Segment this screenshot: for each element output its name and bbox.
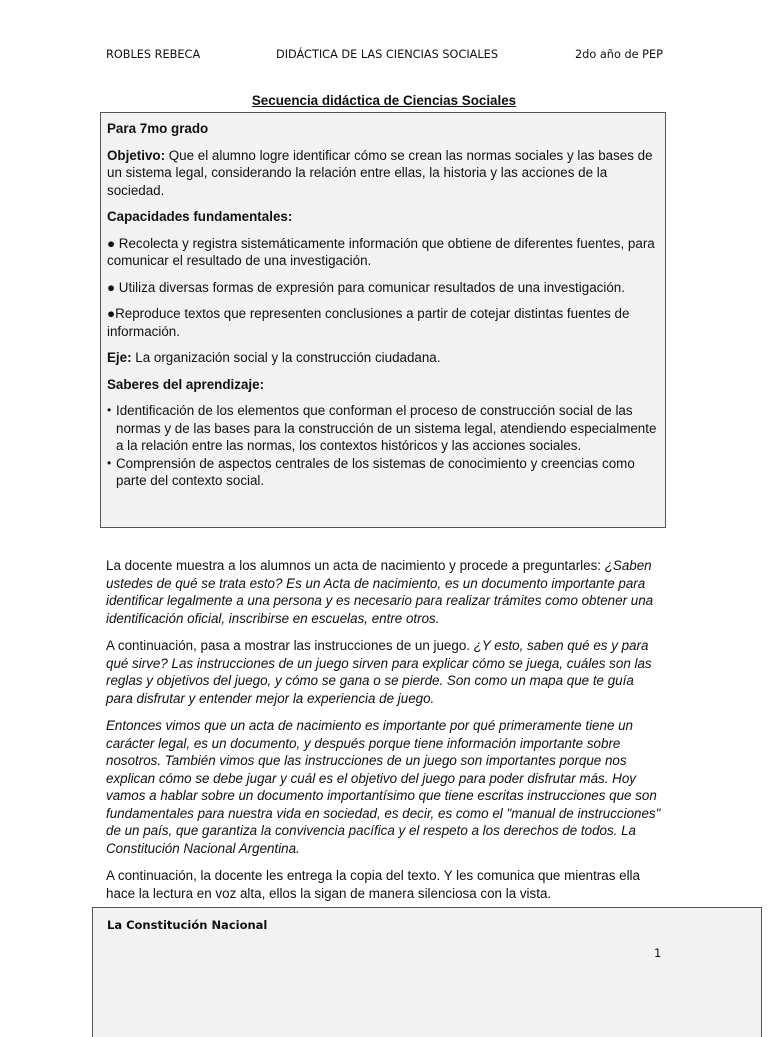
axis-paragraph (107, 349, 659, 367)
constitution-box-title: La Constitución Nacional (107, 918, 268, 932)
grade-heading: Para 7mo grado (107, 121, 209, 136)
narrative-paragraph: Entonces vimos que un acta de nacimiento es importante por qué primeramente tiene un carácter legal, es un documento, y después porque tiene información importante sobre nosotros. También vimos que las instrucciones de un juego son importantes porque nos explican cómo se debe jugar y cuál es el objetivo del juego para poder disfrutar más. Hoy vamos a hablar sobre un documento importantísimo que tiene escritas instrucciones que son fundamentales para nuestra vida en sociedad, es decir, es como el "manual de instrucciones" de un país, que garantiza la convivencia pacífica y el respeto a los derechos de todos. La Constitución Nacional Argentina. (106, 718, 661, 856)
bullet-icon: • (107, 455, 112, 470)
capacities-heading: Capacidades fundamentales: (107, 209, 293, 224)
lesson-narrative (106, 557, 662, 912)
axis-text: La organización social y la construcción ciudadana. (131, 350, 441, 365)
constitution-box (92, 907, 762, 1037)
bullet-icon: • (107, 403, 112, 417)
narrative-paragraph (106, 557, 662, 627)
header-author: ROBLES REBECA (106, 48, 201, 61)
objective-paragraph (107, 147, 659, 200)
knowledge-list (107, 402, 659, 490)
knowledge-item-text: Comprensión de aspectos centrales de los sistemas de conocimiento y creencias como parte del contexto social. (116, 455, 635, 488)
capacity-item: ●Reproduce textos que representen conclusiones a partir de cotejar distintas fuentes de información. (107, 306, 630, 339)
knowledge-item (107, 402, 659, 455)
capacity-item: ● Utiliza diversas formas de expresión para comunicar resultados de una investigación. (107, 279, 625, 295)
page-header (0, 46, 768, 64)
narrative-paragraph (106, 637, 662, 707)
axis-label: Eje: (107, 350, 132, 365)
narrative-paragraph: A continuación, la docente les entrega la copia del texto. Y les comunica que mientras ella hace la lectura en voz alta, ellos la sigan de manera silenciosa con la vista. (106, 868, 640, 901)
objective-label: Objetivo: (107, 147, 166, 163)
narrative-text: La docente muestra a los alumnos un acta de nacimiento y procede a preguntarles: (106, 558, 605, 573)
lesson-plan-box (100, 112, 666, 528)
narrative-quote: ¿Y esto, saben qué es y para qué sirve? Las instrucciones de un juego sirven para explicar cómo se juega, cuáles son las reglas y objetivos del juego, y cómo se gana o se pierde. Son como un mapa que te guía para disfrutar y entender mejor la experiencia de juego. (106, 638, 652, 706)
narrative-text: A continuación, pasa a mostrar las instrucciones de un juego. (106, 638, 474, 653)
document-title: Secuencia didáctica de Ciencias Sociales (251, 93, 517, 108)
knowledge-item-text: Identificación de los elementos que conforman el proceso de construcción social de las normas y de las bases para la construcción de un sistema legal, atendiendo especialmente a la relación entre las normas, los contextos históricos y las acciones sociales. (116, 403, 657, 453)
narrative-quote: ¿Saben ustedes de qué se trata esto? Es un Acta de nacimiento, es un documento importante para identificar legalmente a una persona y es necesario para realizar trámites como obtener una identificación oficial, inscribirse en escuelas, entre otros. (106, 558, 654, 626)
capacity-item: ● Recolecta y registra sistemáticamente información que obtiene de diferentes fuentes, para comunicar el resultado de una investigación. (107, 235, 655, 268)
knowledge-heading: Saberes del aprendizaje: (107, 376, 265, 392)
knowledge-item (107, 455, 659, 490)
header-course: DIDÁCTICA DE LAS CIENCIAS SOCIALES (276, 48, 498, 61)
objective-text: Que el alumno logre identificar cómo se crean las normas sociales y las bases de un sistema legal, considerando la relación entre ellas, la historia y las acciones de la sociedad. (107, 147, 653, 198)
page-number: 1 (654, 946, 662, 960)
header-year: 2do año de PEP (575, 48, 663, 61)
